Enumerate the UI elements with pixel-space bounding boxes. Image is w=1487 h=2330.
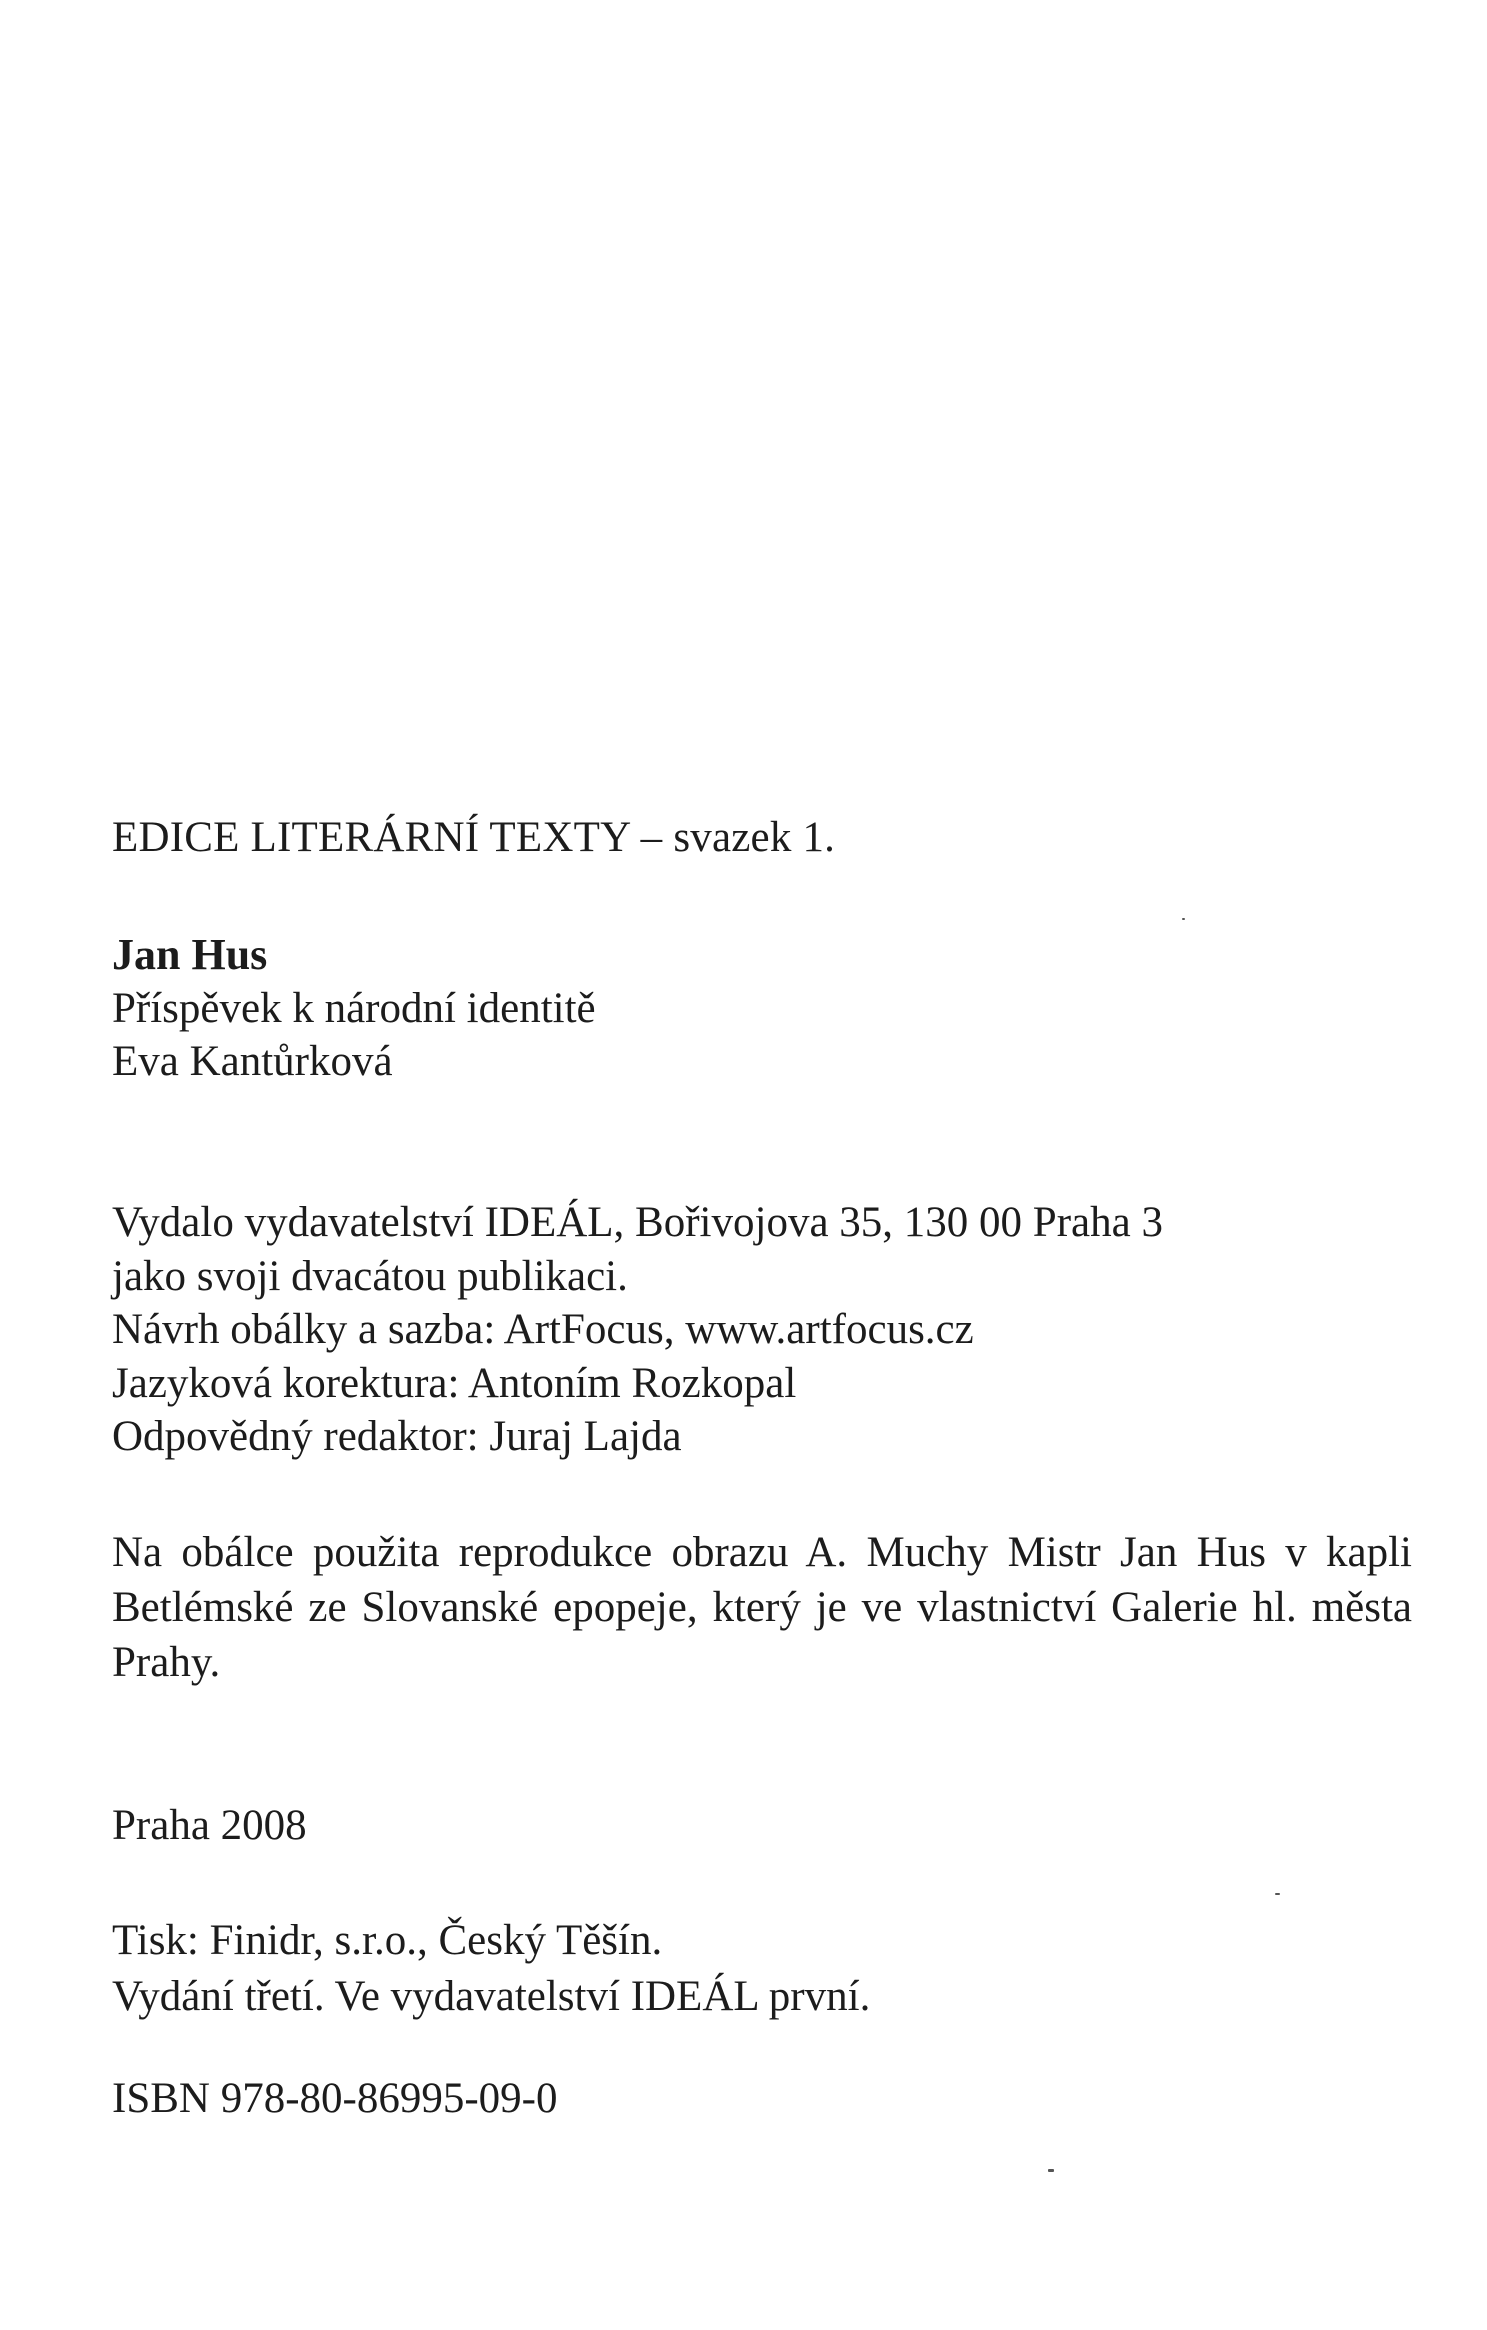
edition-line: Vydání třetí. Ve vydavatelství IDEÁL první. [112, 1973, 871, 2020]
book-author: Eva Kantůrková [112, 1038, 393, 1085]
series-heading [112, 812, 1412, 864]
isbn-text: ISBN 978-80-86995-09-0 [112, 2075, 558, 2122]
book-info [112, 928, 1412, 1088]
publisher-line-1: Vydalo vydavatelství IDEÁL, Bořivojova 35, 130 00 Praha 3 [112, 1199, 1163, 1246]
editor-credit: Odpovědný redaktor: Juraj Lajda [112, 1413, 682, 1460]
print-info [112, 1913, 1412, 2025]
cover-note-text: Na obálce použita reprodukce obrazu A. Muchy Mistr Jan Hus v kapli Betlémské ze Slovanské epopeje, který je ve vlastnictví Galerie hl. města Prahy. [112, 1529, 1412, 1686]
design-credit: Návrh obálky a sazba: ArtFocus, www.artfocus.cz [112, 1306, 974, 1353]
publisher-info [112, 1196, 1412, 1464]
scan-speck [1182, 918, 1185, 920]
book-title: Jan Hus [112, 930, 268, 979]
proofreading-credit: Jazyková korektura: Antoním Rozkopal [112, 1359, 797, 1407]
scan-speck [1048, 2169, 1054, 2172]
place-year [112, 1800, 1412, 1852]
publisher-line-2: jako svoji dvacátou publikaci. [112, 1252, 628, 1300]
scan-speck [1275, 1893, 1280, 1895]
cover-note [112, 1525, 1412, 1690]
place-year-text: Praha 2008 [112, 1802, 307, 1849]
printer-line: Tisk: Finidr, s.r.o., Český Těšín. [112, 1917, 663, 1964]
book-subtitle: Příspěvek k národní identitě [112, 985, 596, 1032]
isbn [112, 2073, 1412, 2125]
series-line: EDICE LITERÁRNÍ TEXTY – svazek 1. [112, 814, 836, 861]
